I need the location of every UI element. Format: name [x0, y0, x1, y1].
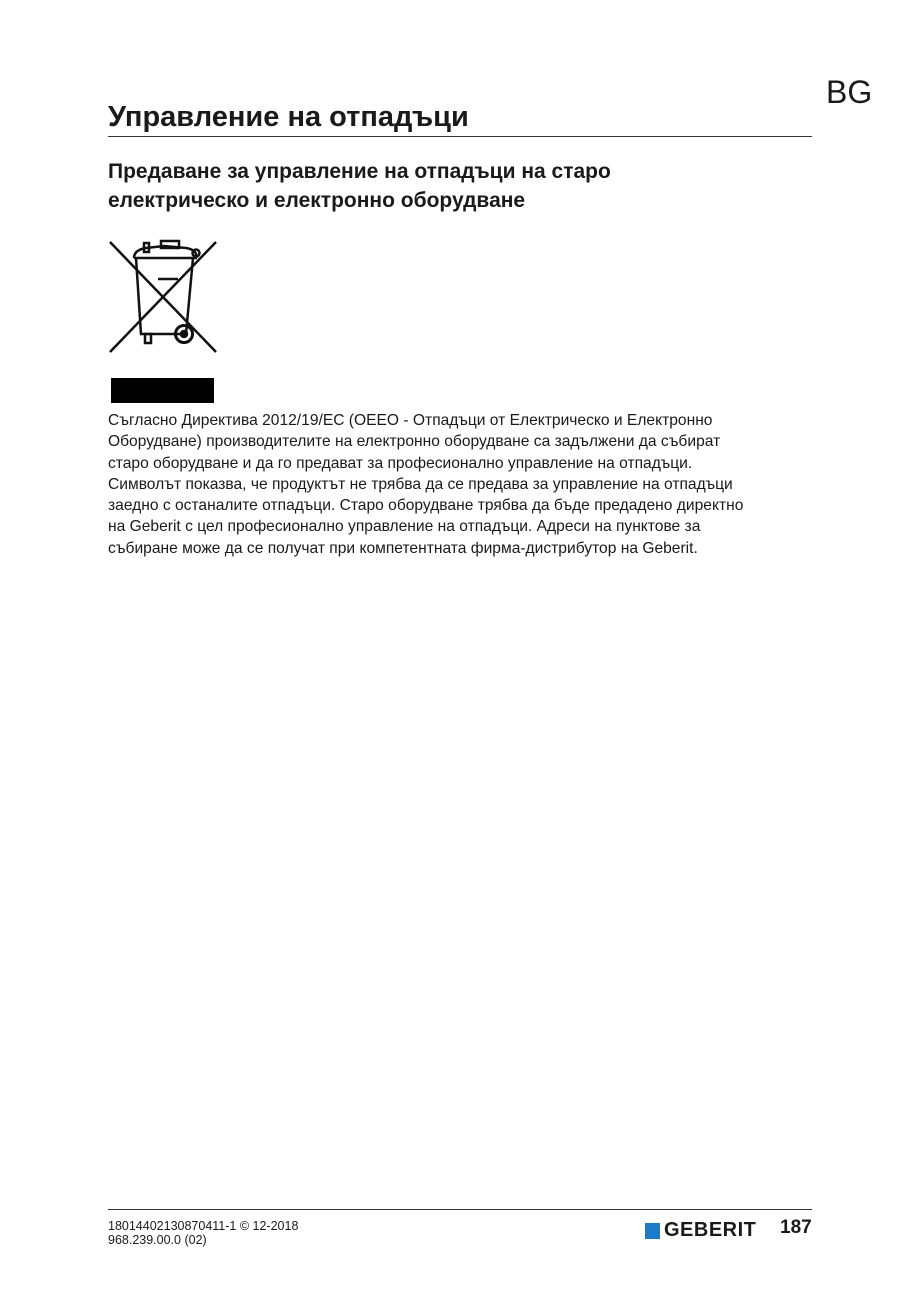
doc-ref: 968.239.00.0 (02)	[108, 1233, 207, 1247]
geberit-logo	[645, 1219, 756, 1242]
page-number: 187	[780, 1217, 812, 1238]
language-code: BG	[826, 74, 873, 110]
body-line: на Geberit с цел професионално управление на отпадъци. Адреси на пунктове за	[108, 518, 701, 536]
logo-square-icon	[645, 1223, 660, 1239]
body-line: старо оборудване и да го предават за професионално управление на отпадъци.	[108, 454, 693, 472]
section-title-line: електрическо и електронно оборудване	[108, 189, 526, 212]
section-title	[108, 157, 611, 215]
crossed-out-wheelie-bin-icon	[106, 238, 222, 408]
section-title-line: Предаване за управление на отпадъци на старо	[108, 160, 611, 183]
page-title: Управление на отпадъци	[108, 101, 469, 133]
body-line: Оборудване) производителите на електронно оборудване са задължени да събират	[108, 433, 721, 451]
footer-divider	[108, 1209, 812, 1210]
doc-number: 18014402130870411-1 © 12-2018	[108, 1219, 299, 1233]
body-line: събиране може да се получат при компетентната фирма-дистрибутор на Geberit.	[108, 539, 698, 557]
brand-name: GEBERIT	[664, 1219, 757, 1241]
header-divider	[108, 136, 812, 137]
footer-doc-info	[108, 1219, 298, 1247]
body-text	[108, 410, 743, 559]
body-line: заедно с останалите отпадъци. Старо оборудване трябва да бъде предадено директно	[108, 497, 744, 515]
body-line: Съгласно Директива 2012/19/ЕС (ОЕЕО - Отпадъци от Електрическо и Електронно	[108, 412, 713, 429]
body-line: Символът показва, че продуктът не трябва да се предава за управление на отпадъци	[108, 475, 733, 493]
